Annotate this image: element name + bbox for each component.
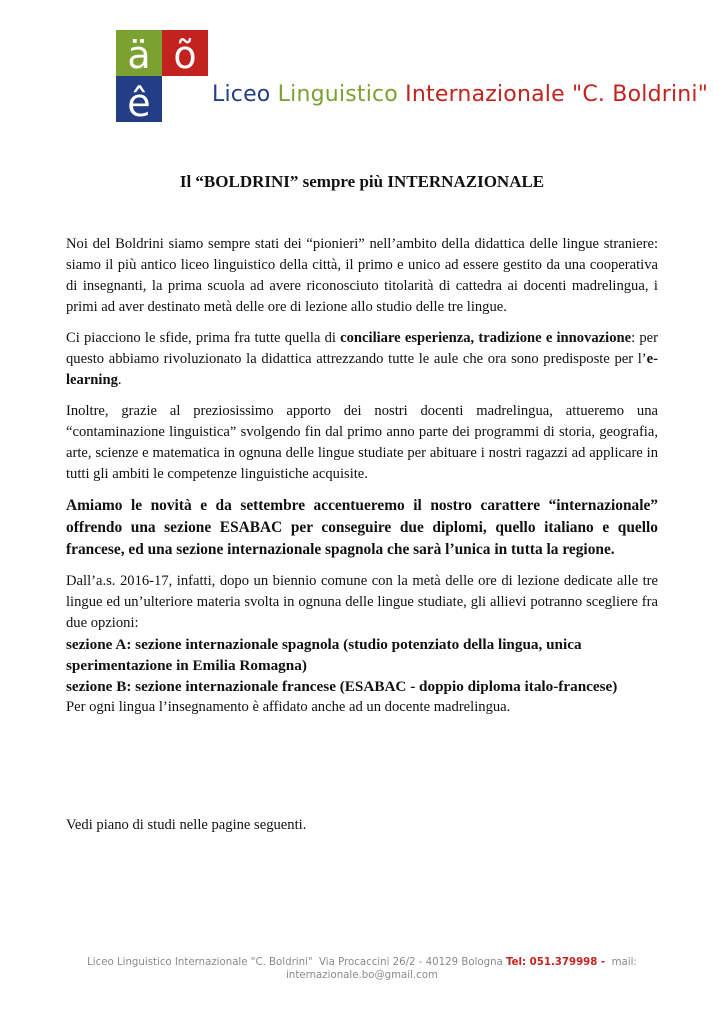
footer-tel: Tel: 051.379998 - bbox=[506, 957, 606, 968]
p2-text-e: . bbox=[117, 372, 122, 388]
p2-text-a: Ci piacciono le sfide, prima fra tutte quella di bbox=[66, 330, 341, 346]
logo-word-internazionale: Internazionale "C. Boldrini" bbox=[405, 82, 709, 107]
paragraph-options: Dall’a.s. 2016-17, infatti, dopo un biennio comune con la metà delle ore di lezione dedicate alle tre lingue ed un’ulteriore materia svolta in ognuna delle lingue studiate, gli allievi potranno scegliere fra due opzioni: bbox=[66, 573, 658, 631]
paragraph-novelties: Amiamo le novità e da settembre accentueremo il nostro carattere “internazionale” offrendo una sezione ESABAC per conseguire due diplomi, quello italiano e quello francese, ed una sezione internazionale spagnola che sarà l’unica in tutta la regione. bbox=[66, 497, 658, 558]
section-b-line: sezione B: sezione internazionale francese (ESABAC - doppio diploma italo-francese) bbox=[66, 678, 618, 695]
closing-note: Vedi piano di studi nelle pagine seguenti. bbox=[66, 817, 307, 833]
logo-letter-a: ä bbox=[127, 33, 151, 77]
school-logo bbox=[116, 30, 709, 124]
page-title: Il “BOLDRINI” sempre più INTERNAZIONALE bbox=[179, 172, 545, 191]
p2-bold-elearning: e-learning bbox=[66, 351, 658, 388]
logo-word-liceo: Liceo bbox=[212, 82, 271, 107]
paragraph-intro: Noi del Boldrini siamo sempre stati dei “pionieri” nell’ambito della didattica delle lingue straniere: siamo il più antico liceo linguistico della città, il primo e unico ad essere gestito da una cooperativa di insegnanti, la prima scuola ad avere riconosciuto titolarità di cattedra ai docenti madrelingua, i primi ad aver destinato metà delle ore di lezione allo studio delle tre lingue. bbox=[66, 236, 658, 315]
footer-school-name: Liceo Linguistico Internazionale "C. Boldrini" bbox=[87, 957, 313, 968]
document-body bbox=[66, 234, 658, 718]
p2-bold-b: conciliare esperienza, tradizione e innovazione bbox=[340, 330, 632, 346]
logo-word-linguistico: Linguistico bbox=[277, 82, 398, 107]
footer-address: Via Procaccini 26/2 - 40129 Bologna bbox=[319, 957, 503, 968]
logo-wordmark bbox=[212, 82, 708, 107]
logo-letter-e: ê bbox=[127, 81, 151, 122]
section-a-line: sezione A: sezione internazionale spagnola (studio potenziato della lingua, unica sperimentazione in Emilia Romagna) bbox=[66, 636, 582, 674]
footer-mail: mail: internazionale.bo@gmail.com bbox=[286, 957, 637, 981]
p2-text-c: : per questo abbiamo rivoluzionato la didattica attrezzando tutte le aule che ora sono predisposte per l’ bbox=[66, 330, 659, 367]
logo-mark-icon bbox=[116, 30, 208, 122]
logo-letter-o: õ bbox=[173, 33, 197, 77]
page-footer bbox=[70, 956, 654, 982]
paragraph-challenges bbox=[66, 328, 658, 391]
paragraph-contamination: Inoltre, grazie al preziosissimo apporto dei nostri docenti madrelingua, attueremo una “contaminazione linguistica” svolgendo fin dal primo anno parte dei programmi di storia, geografia, arte, scienze e matematica in ognuna delle lingue studiate per abituare i nostri ragazzi ad applicare in tutti gli ambiti le competenze linguistiche acquisite. bbox=[66, 403, 658, 482]
paragraph-native-teacher: Per ogni lingua l’insegnamento è affidato anche ad un docente madrelingua. bbox=[66, 699, 511, 715]
